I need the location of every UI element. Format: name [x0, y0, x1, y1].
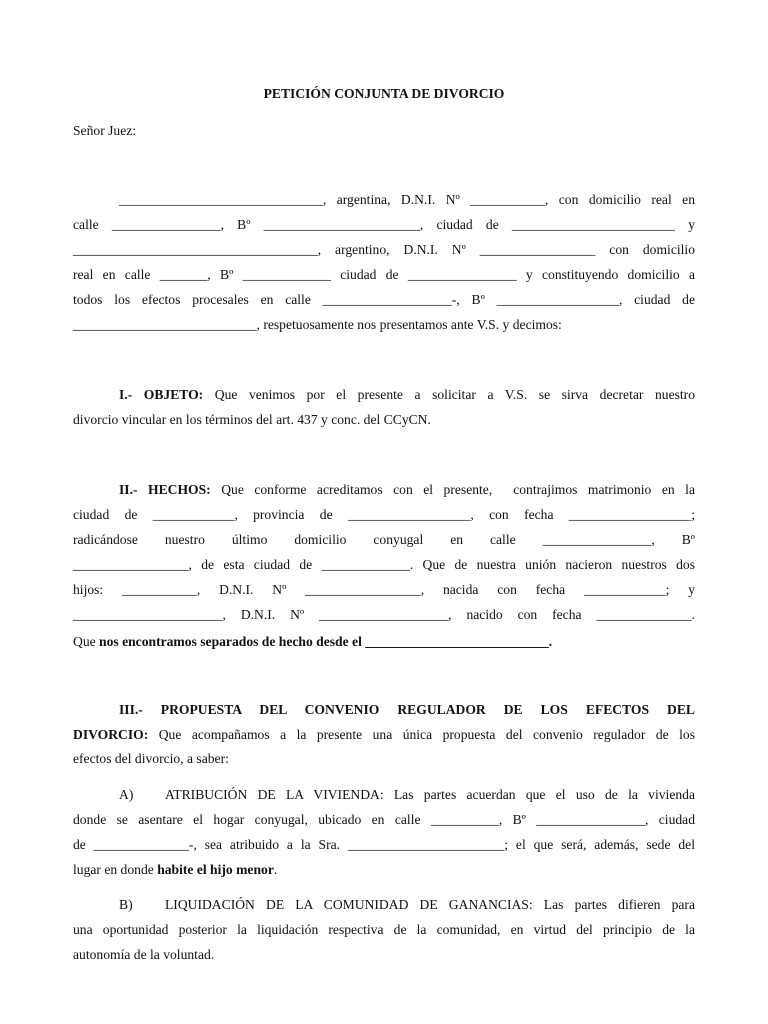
- objeto-text: Que venimos por el presente a solicitar a V.S. se sirva decretar nuestro: [203, 387, 695, 402]
- propuesta-line-3: efectos del divorcio, a saber:: [73, 751, 229, 766]
- item-b-line-2: una oportunidad posterior la liquidación respectiva de la comunidad, en virtud del principio de la: [73, 922, 695, 937]
- hechos-line-2: ciudad de ____________, provincia de __________________, con fecha __________________;: [73, 507, 695, 522]
- hechos-separados-bold: nos encontramos separados de hecho desde el ___________________________.: [99, 634, 553, 649]
- propuesta-line-2: [73, 726, 695, 744]
- objeto-line-1: [119, 386, 695, 404]
- hechos-text: Que conforme acreditamos con el presente, contrajimos matrimonio en la: [210, 482, 695, 497]
- item-a-line-2: donde se asentare el hogar conyugal, ubicado en calle __________, Bº ________________, ciudad: [73, 812, 695, 827]
- propuesta-heading-line-1: III.- PROPUESTA DEL CONVENIO REGULADOR DE LOS EFECTOS DEL: [119, 702, 695, 717]
- item-a-line-4: [73, 861, 695, 879]
- hechos-separados-pre: Que: [73, 634, 100, 649]
- item-a-letter: A): [119, 787, 134, 802]
- intro-line-4: real en calle _______, Bº _____________ ciudad de ________________ y constituyendo domicilio a: [73, 267, 695, 282]
- hechos-line-6: ______________________, D.N.I. Nº ___________________, nacido con fecha ______________.: [73, 607, 695, 622]
- item-a-line-1: ATRIBUCIÓN DE LA VIVIENDA: Las partes acuerdan que el uso de la vivienda: [165, 787, 695, 802]
- propuesta-heading-line-2: DIVORCIO:: [73, 727, 149, 742]
- intro-line-3: ____________________________________, argentino, D.N.I. Nº _________________ con domicilio: [73, 242, 695, 257]
- item-a-line-4-pre: lugar en donde: [73, 862, 158, 877]
- item-a-line-3: de ______________-, sea atribuido a la Sra. _______________________; el que será, además, sede del: [73, 837, 695, 852]
- item-b-letter: B): [119, 897, 133, 912]
- objeto-line-2: divorcio vincular en los términos del art. 437 y conc. del CCyCN.: [73, 412, 431, 427]
- intro-line-2: calle ________________, Bº _______________________, ciudad de ________________________ y: [73, 217, 695, 232]
- item-a-line-4-bold: habite el hijo menor: [157, 862, 274, 877]
- item-b-line-3: autonomía de la voluntad.: [73, 947, 215, 962]
- propuesta-text: Que acompañamos a la presente una única propuesta del convenio regulador de los: [148, 727, 695, 742]
- item-b-line-1: LIQUIDACIÓN DE LA COMUNIDAD DE GANANCIAS: Las partes difieren para: [165, 897, 695, 912]
- hechos-line-5: hijos: ___________, D.N.I. Nº _________________, nacida con fecha ____________; y: [73, 582, 695, 597]
- objeto-heading: I.- OBJETO:: [119, 387, 204, 402]
- salutation: Señor Juez:: [73, 123, 137, 138]
- hechos-line-3: radicándose nuestro último domicilio conyugal en calle ________________, Bº: [73, 532, 695, 547]
- document-title: PETICIÓN CONJUNTA DE DIVORCIO: [263, 86, 505, 101]
- hechos-heading: II.- HECHOS:: [119, 482, 211, 497]
- intro-line-6: ___________________________, respetuosamente nos presentamos ante V.S. y decimos:: [73, 317, 562, 332]
- hechos-line-7: [73, 633, 695, 651]
- intro-line-1: ______________________________, argentina, D.N.I. Nº ___________, con domicilio real en: [119, 192, 695, 207]
- item-a-line-4-post: .: [273, 862, 278, 877]
- hechos-line-4: _________________, de esta ciudad de _____________. Que de nuestra unión nacieron nuestros dos: [73, 557, 695, 572]
- hechos-line-1: [119, 481, 695, 499]
- intro-line-5: todos los efectos procesales en calle ___________________-, Bº __________________, ciudad de: [73, 292, 695, 307]
